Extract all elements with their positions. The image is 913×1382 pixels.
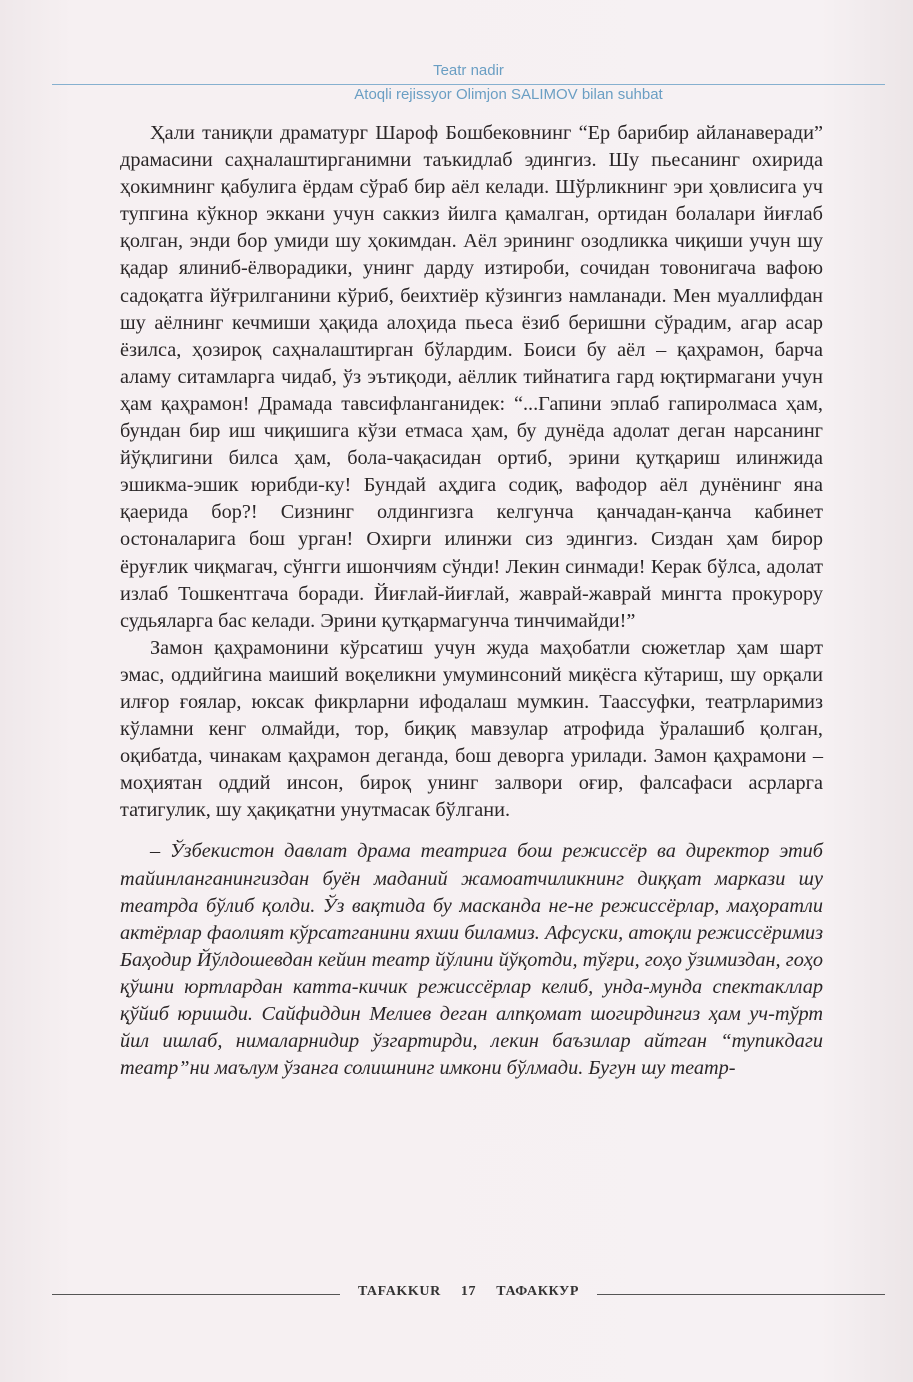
footer-label-latin: TAFAKKUR: [357, 1284, 441, 1299]
paragraph-1: Ҳали таниқли драматург Шароф Бошбековнинг “Ер барибир айланаверади” драмасини саҳналаштирганимни таъкидлаб эдингиз. Шу пьесанинг охирида ҳокимнинг қабулига ёрдам сўраб бир аёл келади. Шўрликнинг эри ҳовлисига уч тупгина кўкнор эккани учун саккиз йилга қамалган, ортидан болалари йиғлаб қолган, энди бор умиди шу ҳокимдан. Аёл эрининг озодликка чиқиши учун шу қадар ялиниб-ёлворадики, унинг дарду изтироби, сочидан товонигача вафою садоқатга йўғрилганини кўриб, беихтиёр кўзингиз намланади. Мен муаллифдан шу аёлнинг кечмиши ҳақида алоҳида пьеса ёзиб беришни сўрадим, агар асар ёзилса, ҳозироқ саҳналаштирган бўлардим. Боиси бу аёл – қаҳрамон, барча аламу ситамларга чидаб, ўз эътиқоди, аёллик тийнатига гард юқтирмагани учун ҳам қаҳрамон! Драмада тавсифланганидек: “...Гапини эплаб гапиролмаса ҳам, бундан бир иш чиқишига кўзи етмаса ҳам, бу дунёда адолат деган нарсанинг йўқлигини билса ҳам, бола-чақасидан ортиб, эрини қутқариш илинжида эшикма-эшик юрибди-ку! Бундай аҳдига содиқ, вафодор аёл дунёнинг яна қаерида бор?! Сизнинг олдингизга келгунча қанчадан-қанча кабинет остоналарига бош урган! Охирги илинжи сиз эдингиз. Сиздан ҳам бирор ёруғлик чиқмагач, сўнгги ишончиям сўнди! Лекин синмади! Керак бўлса, адолат излаб Тошкентгача боради. Йиғлай-йиғлай, жаврай-жаврай мингта прокурору судьяларга бас келади. Эрини қутқармагунча тинчимайди!”: [120, 122, 823, 632]
paragraph-2: Замон қаҳрамонини кўрсатиш учун жуда маҳобатли сюжетлар ҳам шарт эмас, оддийгина маиший воқеликни умуминсоний миқёсга кўтариш, шу орқали илғор ғоялар, юксак фикрларни ифодалаш мумкин. Таассуфки, театрларимиз кўламни кенг олмайди, тор, биқиқ мавзулар атрофида ўралашиб қолган, оқибатда, чинакам қаҳрамон деганда, бош деворга урилади. Замон қаҳрамони – моҳиятан оддий инсон, бироқ унинг залвори оғир, фалсафаси асрларга татигулик, шу ҳақиқатни унутмасак бўлгани.: [120, 636, 823, 822]
header-rule: [52, 84, 885, 85]
article-subtitle: Atoqli rejissyor Olimjon SALIMOV bilan suhbat: [354, 86, 663, 103]
running-footer: [52, 1284, 885, 1304]
footer-text: [52, 1284, 885, 1300]
footer-label-cyrillic: ТАФАККУР: [496, 1284, 580, 1299]
article-body: [120, 120, 823, 1082]
section-title: Teatr nadir: [433, 62, 504, 79]
interviewer-question: – Ўзбекистон давлат драма театрига бош режиссёр ва директор этиб тайинланганингиздан буён маданий жамоатчиликнинг диққат маркази шу театрда бўлиб қолди. Ўз вақтида бу масканда не-не режиссёрлар, маҳоратли актёрлар фаолият кўрсатганини яхши биламиз. Афсуски, атоқли режиссёримиз Баҳодир Йўлдошевдан кейин театр йўлини йўқотди, тўғри, гоҳо ўзимиздан, гоҳо қўшни юртлардан катта-кичик режиссёрлар келиб, унда-мунда спектакллар қўйиб юришди. Сайфиддин Мелиев деган алпқомат шогирдингиз ҳам уч-тўрт йил ишлаб, нималарнидир ўзгартирди, лекин баъзилар айтган “тупикдаги театр”ни маълум ўзанга солишнинг имкони бўлмади. Бугун шу театр-: [120, 840, 823, 1080]
footer-rule-right: [597, 1294, 885, 1295]
running-header: [52, 62, 885, 106]
page-number: 17: [460, 1284, 477, 1299]
